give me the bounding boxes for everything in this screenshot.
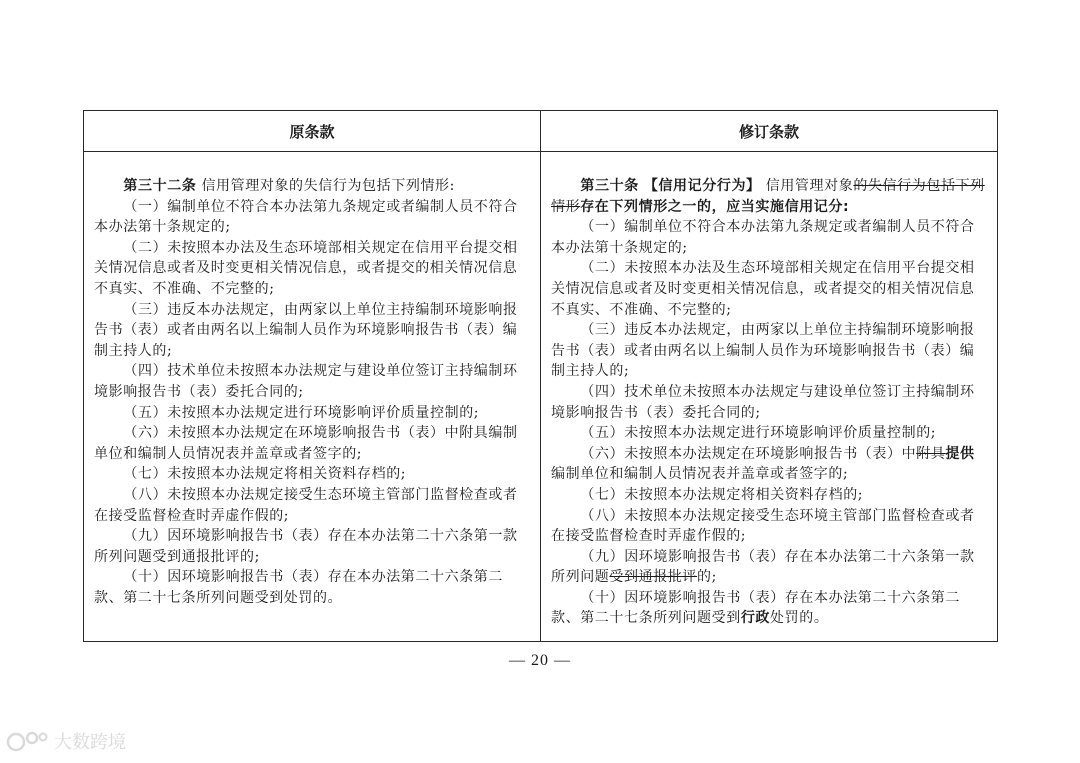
list-item: （三）违反本办法规定，由两家以上单位主持编制环境影响报告书（表）或者由两名以上编制人员作为环境影响报告书（表）编制主持人的; <box>94 301 518 359</box>
list-item: （六）未按照本办法规定在环境影响报告书（表）中附具提供编制单位和编制人员情况表并盖章或者签字的; <box>551 445 975 483</box>
list-item: （八）未按照本办法规定接受生态环境主管部门监督检查或者在接受监督检查时弄虚作假的; <box>94 486 518 524</box>
list-item: （五）未按照本办法规定进行环境影响评价质量控制的; <box>123 404 480 421</box>
header-revised: 修订条款 <box>541 111 998 152</box>
list-item: （九）因环境影响报告书（表）存在本办法第二十六条第一款所列问题受到通报批评的; <box>94 528 518 565</box>
watermark-logo-icon <box>6 729 50 753</box>
watermark-text: 大数跨境 <box>54 732 126 753</box>
revised-article-tag: 【信用记分行为】 <box>643 178 761 194</box>
original-cell <box>84 152 541 642</box>
list-item: （四）技术单位未按照本办法规定与建设单位签订主持编制环境影响报告书（表）委托合同的; <box>94 363 518 400</box>
original-article-title: 第三十二条 <box>123 178 197 194</box>
revised-cell <box>541 152 998 642</box>
list-item: （一）编制单位不符合本办法第九条规定或者编制人员不符合本办法第十条规定的; <box>551 219 975 256</box>
header-original: 原条款 <box>84 111 541 152</box>
revised-article-title: 第三十条 <box>580 178 639 194</box>
list-item: （四）技术单位未按照本办法规定与建设单位签订主持编制环境影响报告书（表）委托合同的; <box>551 383 975 421</box>
deleted-text: 附具 <box>916 445 946 462</box>
list-item: （八）未按照本办法规定接受生态环境主管部门监督检查或者在接受监督检查时弄虚作假的; <box>551 507 975 545</box>
list-item: （七）未按照本办法规定将相关资料存档的; <box>123 466 407 483</box>
list-item: （二）未按照本办法及生态环境部相关规定在信用平台提交相关情况信息或者及时变更相关情况信息，或者提交的相关情况信息不真实、不准确、不完整的; <box>551 260 975 318</box>
list-item: （十）因环境影响报告书（表）存在本办法第二十六条第二款、第二十七条所列问题受到行政处罚的。 <box>551 589 960 627</box>
deleted-text: 受到通报批评 <box>609 569 698 586</box>
list-item: （二）未按照本办法及生态环境部相关规定在信用平台提交相关情况信息或者及时变更相关情况信息，或者提交的相关情况信息不真实、不准确、不完整的; <box>94 239 518 297</box>
list-item: （三）违反本办法规定，由两家以上单位主持编制环境影响报告书（表）或者由两名以上编制人员作为环境影响报告书（表）编制主持人的; <box>551 322 975 380</box>
list-item: （六）未按照本办法规定在环境影响报告书（表）中附具编制单位和编制人员情况表并盖章或者签字的; <box>94 425 518 462</box>
original-article-intro: 第三十二条 信用管理对象的失信行为包括下列情形: <box>123 178 455 194</box>
watermark <box>6 728 126 754</box>
list-item: （五）未按照本办法规定进行环境影响评价质量控制的; <box>580 425 937 442</box>
page-number: — 20 — <box>509 652 571 669</box>
deleted-text: 的失信行为包括下列情形 <box>551 178 985 215</box>
added-text: 行政 <box>740 610 771 627</box>
added-text: 存在下列情形之一的，应当实施信用记分: <box>580 198 850 215</box>
list-item: （十）因环境影响报告书（表）存在本办法第二十六条第二款、第二十七条所列问题受到处罚的。 <box>94 569 503 606</box>
revised-article-intro: 第三十条 【信用记分行为】 信用管理对象的失信行为包括下列情形存在下列情形之一的，应当实施信用记分: <box>551 178 985 215</box>
list-item: （一）编制单位不符合本办法第九条规定或者编制人员不符合本办法第十条规定的; <box>94 198 518 236</box>
comparison-table <box>83 110 998 642</box>
added-text: 提供 <box>945 445 975 462</box>
list-item: （七）未按照本办法规定将相关资料存档的; <box>580 486 864 503</box>
list-item: （九）因环境影响报告书（表）存在本办法第二十六条第一款所列问题受到通报批评的; <box>551 548 975 586</box>
